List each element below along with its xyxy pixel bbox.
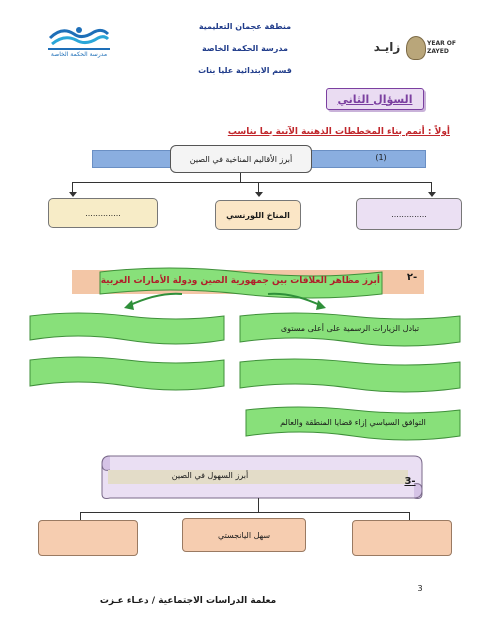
part1-middle-box (215, 200, 301, 230)
arrow-right-icon (428, 192, 436, 197)
question-title-box (326, 88, 424, 110)
arrow-left-icon (69, 192, 77, 197)
school-logo (42, 24, 116, 64)
question-title: السؤال الثاني (337, 92, 413, 106)
part3-number: -3 (404, 476, 416, 487)
year-of-zayed-logo (370, 36, 456, 62)
part3-right-box[interactable] (352, 520, 452, 556)
part2-left-wave-2[interactable] (28, 354, 226, 394)
teacher-credit: معلمة الدراسات الاجتماعية / دعـاء عـزت (99, 596, 277, 606)
part1-heading: أبرز الأقاليم المناخية في الصين (189, 154, 293, 164)
part2-item1: تبادل الزيارات الرسمية على أعلى مستوى (280, 324, 420, 333)
part1-right-box[interactable] (356, 198, 462, 230)
part3-middle-box (182, 518, 306, 552)
part1-connector-stem (240, 173, 241, 182)
part2-item2: التوافق السياسي إزاء قضايا المنطقة والعالم (280, 418, 426, 427)
part3-heading: أبرز السهول في الصين (171, 471, 249, 480)
part1-middle-label: المناخ اللورنسي (226, 210, 290, 220)
part3-middle-label: سهل اليانجستي (217, 530, 271, 540)
school-name: مدرسة الحكمة الخاصة (202, 44, 288, 53)
part1-instruction: أولاً : أتمم بناء المخططات الذهنية الآتية بما يناسب (227, 127, 450, 137)
section-name: قسم الابتدائية عليا بنات (198, 66, 292, 75)
part1-number: (1) (375, 153, 387, 162)
part1-heading-box (170, 145, 312, 173)
page-number: 3 (417, 584, 423, 593)
arrow-mid-icon (255, 192, 263, 197)
year-of-zayed-text: YEAR OF ZAYED (427, 40, 456, 55)
part1-right-blank: .............. (391, 209, 427, 219)
part1-connector-h (72, 182, 432, 183)
part2-left-wave-1[interactable] (28, 310, 226, 348)
part1-left-blank: .............. (85, 208, 121, 218)
zone-name: منطقة عجمان التعليمية (198, 22, 292, 31)
part2-number: -٢ (406, 272, 418, 283)
zayed-portrait-icon (406, 36, 426, 60)
part2-right-wave-2[interactable] (238, 356, 462, 396)
school-logo-text: مدرسة الحكمة الخاصة (50, 51, 108, 58)
part3-connector-h (80, 512, 410, 513)
part3-left-box[interactable] (38, 520, 138, 556)
part2-heading: أبرز مظاهر العلاقات بين جمهورية الصين ودولة الأمارات العربية (100, 276, 380, 286)
part3-connector-stem (258, 498, 259, 512)
zayed-arabic-text: زايـد (373, 40, 401, 54)
part1-left-box[interactable] (48, 198, 158, 228)
